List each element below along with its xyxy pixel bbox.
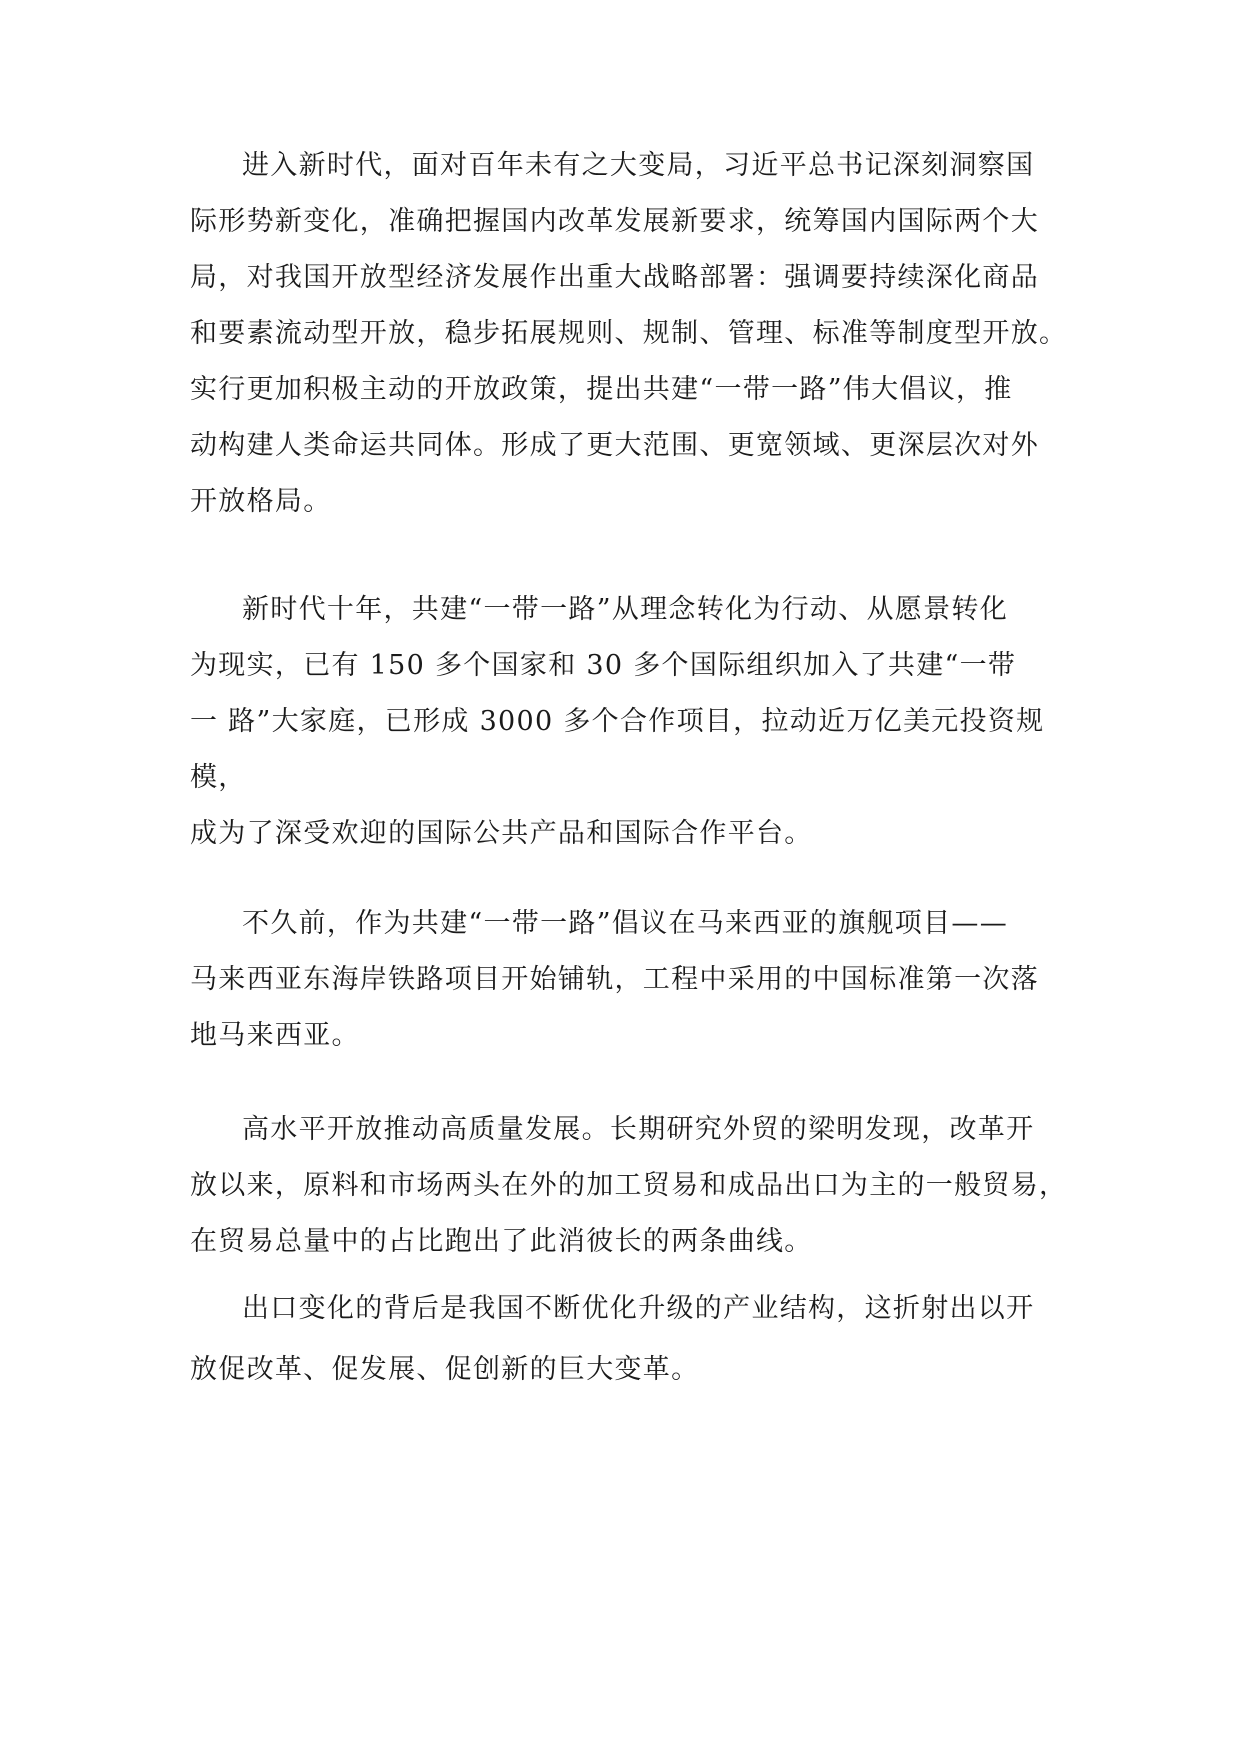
paragraph-line: 际形势新变化，准确把握国内改革发展新要求，统筹国内国际两个大 bbox=[190, 206, 1039, 237]
paragraph-line: 模， bbox=[190, 762, 247, 793]
paragraph-line: 成为了深受欢迎的国际公共产品和国际合作平台。 bbox=[190, 818, 813, 849]
paragraph-opening-up bbox=[190, 138, 1070, 530]
paragraph-belt-and-road bbox=[190, 582, 1070, 862]
paragraph-line: 实行更加积极主动的开放政策，提出共建“一带一路”伟大倡议，推 bbox=[190, 374, 1013, 405]
paragraph-line: 高水平开放推动高质量发展。长期研究外贸的梁明发现，改革开 bbox=[242, 1114, 1035, 1145]
paragraph-line: 放促改革、促发展、促创新的巨大变革。 bbox=[190, 1354, 700, 1385]
paragraph-line: 局，对我国开放型经济发展作出重大战略部署：强调要持续深化商品 bbox=[190, 262, 1039, 293]
paragraph-line: 不久前，作为共建“一带一路”倡议在马来西亚的旗舰项目—— bbox=[242, 908, 1009, 939]
paragraph-line: 马来西亚东海岸铁路项目开始铺轨，工程中采用的中国标准第一次落 bbox=[190, 964, 1039, 995]
paragraph-line: 进入新时代，面对百年未有之大变局，习近平总书记深刻洞察国 bbox=[242, 150, 1035, 181]
paragraph-line: 出口变化的背后是我国不断优化升级的产业结构，这折射出以开 bbox=[242, 1293, 1035, 1324]
paragraph-line: 在贸易总量中的占比跑出了此消彼长的两条曲线。 bbox=[190, 1226, 813, 1257]
paragraph-line: 为现实，已有 150 多个国家和 30 多个国际组织加入了共建“一带 bbox=[190, 650, 1017, 681]
paragraph-high-level-opening bbox=[190, 1102, 1070, 1270]
paragraph-line: 动构建人类命运共同体。形成了更大范围、更宽领域、更深层次对外 bbox=[190, 430, 1039, 461]
paragraph-export-change bbox=[190, 1276, 1070, 1398]
paragraph-line: 开放格局。 bbox=[190, 486, 332, 517]
paragraph-line: 一 路”大家庭，已形成 3000 多个合作项目，拉动近万亿美元投资规 bbox=[190, 706, 1045, 737]
paragraph-malaysia-railway bbox=[190, 896, 1070, 1064]
paragraph-line: 和要素流动型开放，稳步拓展规则、规制、管理、标准等制度型开放。 bbox=[190, 318, 1068, 349]
paragraph-line: 放以来，原料和市场两头在外的加工贸易和成品出口为主的一般贸易， bbox=[190, 1170, 1068, 1201]
paragraph-line: 新时代十年，共建“一带一路”从理念转化为行动、从愿景转化 bbox=[242, 594, 1009, 625]
paragraph-line: 地马来西亚。 bbox=[190, 1020, 360, 1051]
